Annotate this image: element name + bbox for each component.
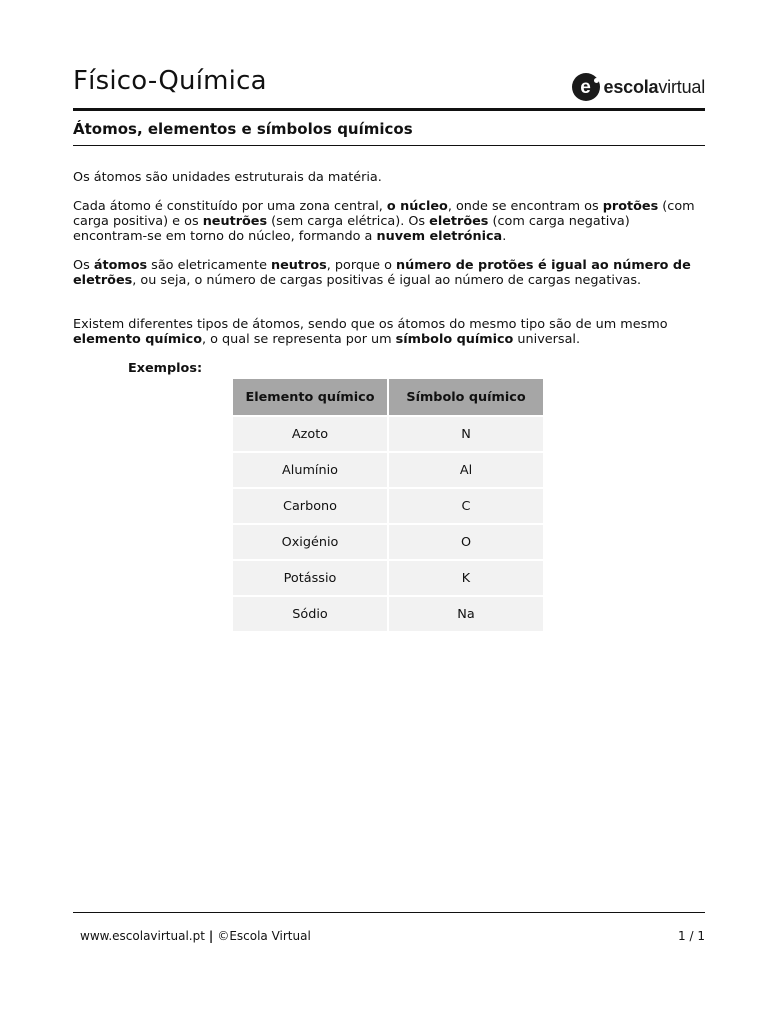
element-name-cell: Alumínio (233, 452, 388, 488)
element-name-cell: Potássio (233, 560, 388, 596)
term-nucleo: o núcleo (386, 199, 448, 214)
brand-spark-icon (594, 78, 599, 83)
footer-credits (80, 929, 311, 943)
text: (com carga positiva) e os (73, 199, 695, 229)
element-name-cell: Oxigénio (233, 524, 388, 560)
element-name-cell: Azoto (233, 416, 388, 452)
text: . (502, 229, 507, 244)
text: (com carga negativa) encontram-se em torno do núcleo, formando a (73, 214, 630, 244)
brand-logo (572, 72, 705, 102)
paragraph-2 (73, 199, 705, 244)
table-row (233, 452, 543, 488)
term-atomos: átomos (93, 258, 148, 273)
footer-divider (73, 912, 705, 913)
element-name-cell: Sódio (233, 596, 388, 631)
element-name-cell: Carbono (233, 488, 388, 524)
text: universal. (513, 332, 581, 347)
term-neutroes: neutrões (202, 214, 268, 229)
document-title: Físico-Química (73, 66, 267, 96)
document-page (73, 0, 705, 1024)
column-header-element: Elemento químico (233, 379, 388, 416)
table-row (233, 524, 543, 560)
text: Existem diferentes tipos de átomos, sendo que os átomos do mesmo tipo são de um mesmo (73, 317, 668, 332)
term-nuvem-eletronica: nuvem eletrónica (376, 229, 503, 244)
table-header-row (233, 379, 543, 416)
document-header (73, 66, 705, 108)
brand-mark-letter: e (580, 76, 591, 98)
section-divider (73, 145, 705, 146)
text: Cada átomo é constituído por uma zona central, (73, 199, 387, 214)
text: (sem carga elétrica). Os (267, 214, 430, 229)
element-symbol-cell: K (388, 560, 543, 596)
element-symbol-cell: N (388, 416, 543, 452)
term-protoes-eletroes: número de protões é igual ao número de eletrões (73, 258, 691, 288)
table-row (233, 488, 543, 524)
element-symbol-cell: Na (388, 596, 543, 631)
element-symbol-cell: O (388, 524, 543, 560)
column-header-symbol: Símbolo químico (388, 379, 543, 416)
table-row (233, 596, 543, 631)
paragraph-1: Os átomos são unidades estruturais da matéria. (73, 170, 382, 185)
footer-copyright: ©Escola Virtual (217, 929, 311, 943)
text: são eletricamente (147, 258, 272, 273)
term-neutros: neutros (271, 258, 327, 273)
text: , o qual se representa por um (202, 332, 396, 347)
element-symbol-cell: C (388, 488, 543, 524)
footer-url-link[interactable]: www.escolavirtual.pt (80, 929, 205, 943)
term-elemento-quimico: elemento químico (73, 332, 202, 347)
header-divider (73, 108, 705, 111)
brand-name (604, 77, 705, 98)
element-symbol-cell: Al (388, 452, 543, 488)
page-number: 1 / 1 (678, 929, 705, 943)
paragraph-4 (73, 317, 705, 347)
paragraph-3 (73, 258, 705, 288)
term-protoes: protões (602, 199, 659, 214)
examples-label: Exemplos: (128, 361, 203, 376)
text: , porque o (326, 258, 396, 273)
text: , onde se encontram os (447, 199, 603, 214)
term-eletroes: eletrões (429, 214, 489, 229)
section-title: Átomos, elementos e símbolos químicos (73, 120, 413, 138)
table-row (233, 416, 543, 452)
term-simbolo-quimico: símbolo químico (395, 332, 514, 347)
footer-separator: | (208, 929, 214, 943)
brand-name-bold: escola (603, 76, 659, 97)
brand-name-rest: virtual (658, 76, 705, 97)
escola-virtual-logo-icon (572, 73, 600, 101)
table-row (233, 560, 543, 596)
text: , ou seja, o número de cargas positivas é igual ao número de cargas negativas. (132, 273, 642, 288)
elements-table (233, 379, 543, 631)
text: Os (73, 258, 94, 273)
